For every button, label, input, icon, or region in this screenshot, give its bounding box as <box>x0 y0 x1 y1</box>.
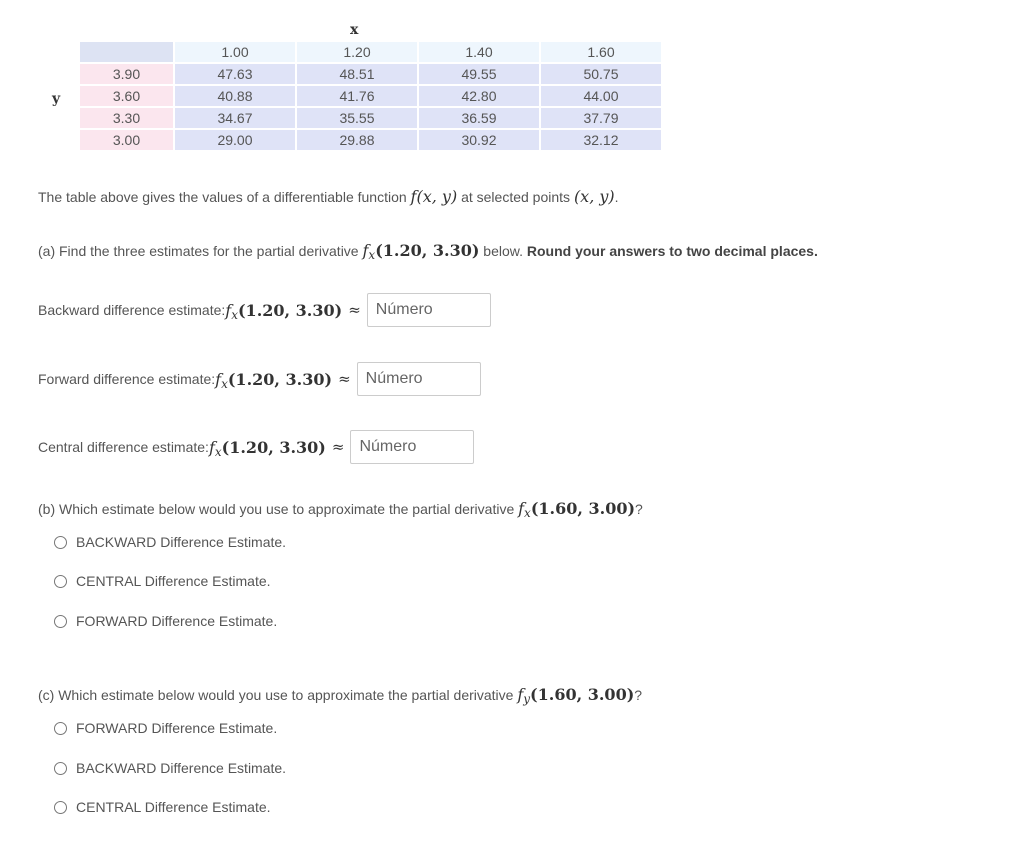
part-b-prompt: (b) Which estimate below would you use to approximate the partial derivative fx(1.60, 3.00)? <box>38 499 643 520</box>
table-row <box>80 64 661 84</box>
y-value-cell: 3.90 <box>80 64 173 84</box>
table-cell: 40.88 <box>175 86 295 106</box>
function-values-table <box>78 40 663 152</box>
radio-button[interactable] <box>54 762 67 775</box>
part-c-option-backward[interactable] <box>54 760 286 776</box>
table-cell: 41.76 <box>297 86 417 106</box>
part-c-option-forward[interactable] <box>54 720 277 736</box>
table-row <box>80 130 661 150</box>
table-cell: 30.92 <box>419 130 539 150</box>
rounding-instruction: Round your answers to two decimal places. <box>526 243 818 259</box>
forward-estimate-input[interactable] <box>357 362 481 396</box>
y-value-cell: 3.00 <box>80 130 173 150</box>
intro-text: at selected points <box>457 189 574 205</box>
radio-button[interactable] <box>54 801 67 814</box>
part-b-option-central[interactable] <box>54 573 271 589</box>
option-label: BACKWARD Difference Estimate. <box>76 534 287 550</box>
intro-paragraph <box>38 186 619 208</box>
partial-derivative-expression: fx(1.20, 3.30) <box>225 300 343 322</box>
partial-derivative-expression: fx(1.20, 3.30) <box>362 241 480 262</box>
table-cell: 29.88 <box>297 130 417 150</box>
table-cell: 47.63 <box>175 64 295 84</box>
part-a-prompt: (a) Find the three estimates for the partial derivative fx(1.20, 3.30) below. Round your answers to two decimal places. <box>38 241 818 262</box>
option-label: CENTRAL Difference Estimate. <box>76 799 271 815</box>
table-header-row <box>80 42 661 62</box>
table-cell: 50.75 <box>541 64 661 84</box>
central-estimate-input[interactable] <box>350 430 474 464</box>
table-cell: 29.00 <box>175 130 295 150</box>
approx-symbol: ≈ <box>338 370 351 388</box>
partial-derivative-expression: fx(1.20, 3.30) <box>215 369 333 391</box>
forward-estimate-label: Forward difference estimate: <box>38 371 216 387</box>
points-expression: (x, y) <box>573 187 615 206</box>
function-expression: f(x, y) <box>410 187 458 206</box>
option-label: BACKWARD Difference Estimate. <box>76 760 287 776</box>
backward-estimate-row <box>38 293 491 327</box>
backward-estimate-label: Backward difference estimate: <box>38 302 226 318</box>
approx-symbol: ≈ <box>348 301 361 319</box>
table-cell: 48.51 <box>297 64 417 84</box>
table-cell: 34.67 <box>175 108 295 128</box>
table-cell: 44.00 <box>541 86 661 106</box>
table-cell: 49.55 <box>419 64 539 84</box>
radio-button[interactable] <box>54 575 67 588</box>
radio-button[interactable] <box>54 615 67 628</box>
partial-derivative-expression: fy(1.60, 3.00) <box>517 685 635 706</box>
radio-button[interactable] <box>54 536 67 549</box>
x-header-cell: 1.60 <box>541 42 661 62</box>
table-cell: 37.79 <box>541 108 661 128</box>
option-label: FORWARD Difference Estimate. <box>76 613 278 629</box>
partial-derivative-expression: fx(1.20, 3.30) <box>208 437 326 459</box>
x-header-cell: 1.00 <box>175 42 295 62</box>
part-c-option-central[interactable] <box>54 799 271 815</box>
radio-button[interactable] <box>54 722 67 735</box>
partial-derivative-expression: fx(1.60, 3.00) <box>518 499 636 520</box>
forward-estimate-row <box>38 362 481 396</box>
table-cell: 32.12 <box>541 130 661 150</box>
y-value-cell: 3.30 <box>80 108 173 128</box>
table-corner-cell <box>80 42 173 62</box>
y-axis-label: y <box>52 91 61 107</box>
part-c-prompt: (c) Which estimate below would you use to approximate the partial derivative fy(1.60, 3.00)? <box>38 685 643 706</box>
y-value-cell: 3.60 <box>80 86 173 106</box>
x-header-cell: 1.40 <box>419 42 539 62</box>
part-b-option-backward[interactable] <box>54 534 286 550</box>
intro-text: The table above gives the values of a differentiable function <box>38 189 411 205</box>
backward-estimate-input[interactable] <box>367 293 491 327</box>
central-estimate-label: Central difference estimate: <box>38 439 209 455</box>
table-row <box>80 108 661 128</box>
part-b-option-forward[interactable] <box>54 613 277 629</box>
table-cell: 36.59 <box>419 108 539 128</box>
option-label: CENTRAL Difference Estimate. <box>76 573 271 589</box>
table-row <box>80 86 661 106</box>
approx-symbol: ≈ <box>331 438 345 456</box>
central-estimate-row <box>38 430 474 464</box>
table-cell: 35.55 <box>297 108 417 128</box>
x-header-cell: 1.20 <box>297 42 417 62</box>
option-label: FORWARD Difference Estimate. <box>76 720 278 736</box>
intro-text: . <box>614 189 619 205</box>
x-axis-label: x <box>350 22 359 38</box>
table-cell: 42.80 <box>419 86 539 106</box>
